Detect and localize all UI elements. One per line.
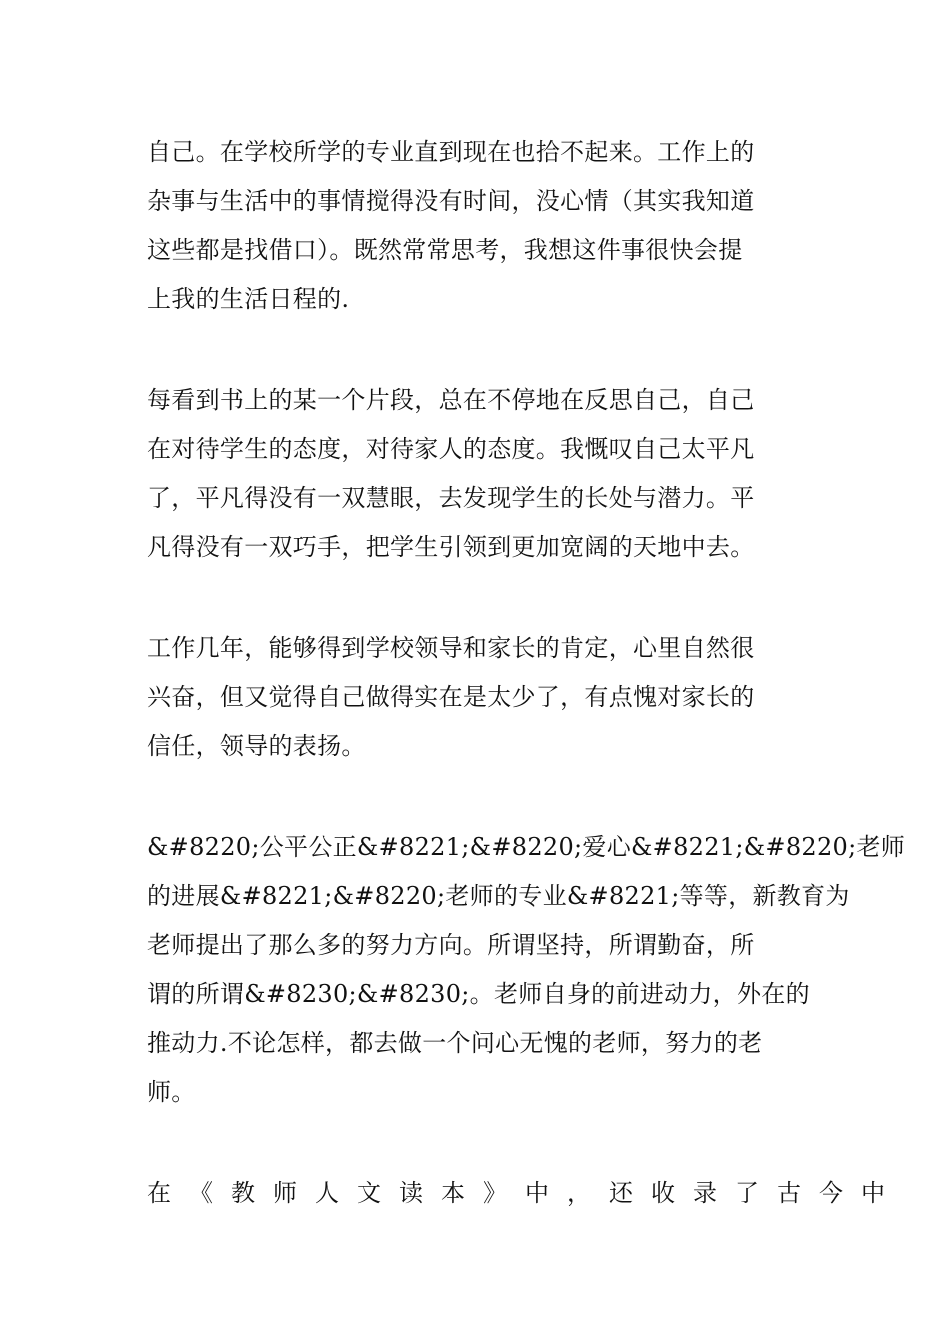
text-line: 每看到书上的某一个片段，总在不停地在反思自己，自己 [147,386,755,414]
paragraph-2 [147,376,787,572]
document-body [147,128,906,1218]
text-line: 自己。在学校所学的专业直到现在也拾不起来。工作上的 [147,138,755,166]
text-line: 兴奋，但又觉得自己做得实在是太少了，有点愧对家长的 [147,683,755,711]
text-line: 师。 [147,1078,196,1106]
paragraph-3 [147,624,787,771]
text-line: 凡得没有一双巧手，把学生引领到更加宽阔的天地中去。 [147,533,755,561]
text-line: 工作几年，能够得到学校领导和家长的肯定，心里自然很 [147,634,755,662]
paragraph-5 [147,1169,903,1218]
paragraph-4 [147,823,906,1117]
text-line: 推动力.不论怎样，都去做一个问心无愧的老师，努力的老 [147,1029,763,1057]
text-line: &#8220;公平公正&#8221;&#8220;爱心&#8221;&#8220;老师 [147,833,906,861]
text-line: 谓的所谓&#8230;&#8230;。老师自身的前进动力，外在的 [147,980,810,1008]
text-line: 老师提出了那么多的努力方向。所谓坚持，所谓勤奋，所 [147,931,755,959]
text-line: 的进展&#8221;&#8220;老师的专业&#8221;等等，新教育为 [147,882,850,910]
text-line: 这些都是找借口）。既然常常思考，我想这件事很快会提 [147,236,743,264]
text-line: 上我的生活日程的. [147,285,350,313]
paragraph-spacer [147,771,787,823]
text-line: 在《教师人文读本》中，还收录了古今中 [147,1179,903,1207]
text-line: 了，平凡得没有一双慧眼，去发现学生的长处与潜力。平 [147,484,755,512]
paragraph-spacer [147,1117,787,1169]
text-line: 信任，领导的表扬。 [147,732,366,760]
text-line: 在对待学生的态度，对待家人的态度。我慨叹自己太平凡 [147,435,755,463]
paragraph-spacer [147,324,787,376]
paragraph-spacer [147,572,787,624]
text-line: 杂事与生活中的事情搅得没有时间，没心情（其实我知道 [147,187,755,215]
paragraph-1 [147,128,787,324]
